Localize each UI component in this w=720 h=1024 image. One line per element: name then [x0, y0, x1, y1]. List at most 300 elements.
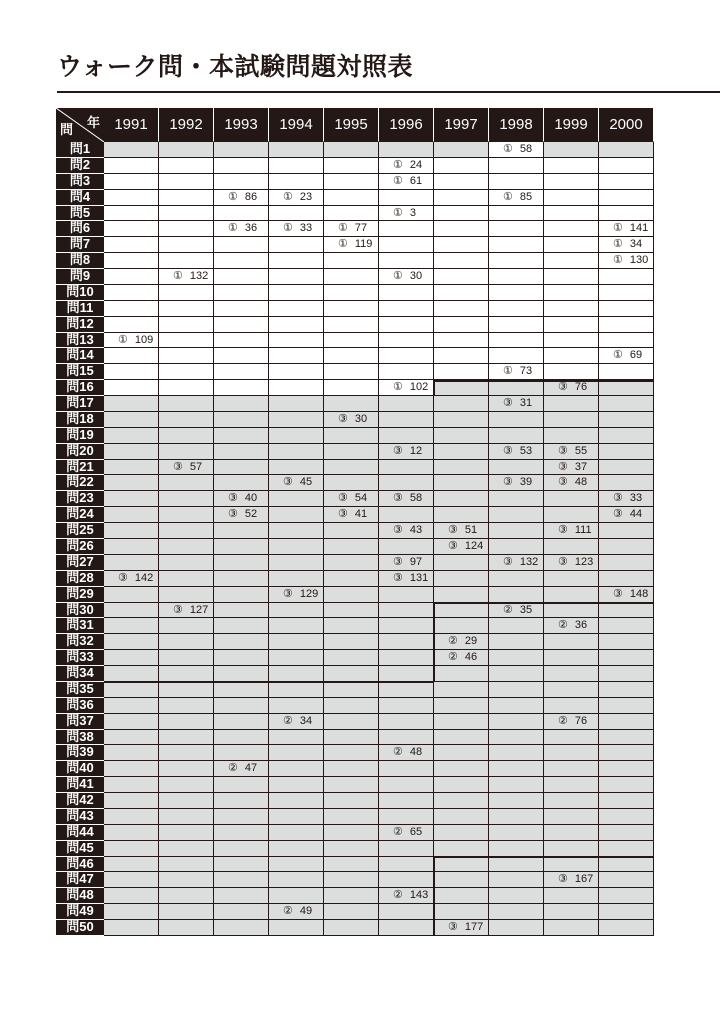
table-cell: [379, 221, 434, 237]
table-cell: [269, 428, 324, 444]
table-cell: [544, 444, 599, 460]
page-number: 49: [299, 905, 313, 918]
table-cell: [159, 317, 214, 333]
area-mark: ③: [173, 460, 183, 473]
table-cell: [159, 523, 214, 539]
table-cell: [379, 825, 434, 841]
table-cell: [489, 666, 544, 682]
table-cell: [159, 634, 214, 650]
page-number: 148: [629, 587, 649, 600]
area-mark: ②: [228, 762, 238, 775]
table-cell: [379, 190, 434, 206]
table-cell: [214, 253, 269, 269]
page-number: 97: [409, 555, 423, 568]
year-header: 1991: [104, 108, 159, 142]
table-cell: [599, 730, 654, 746]
table-cell: [214, 364, 269, 380]
row-header: 問9: [56, 269, 104, 285]
table-cell: [599, 634, 654, 650]
table-cell: [159, 587, 214, 603]
table-cell: [104, 174, 159, 190]
table-cell: [159, 237, 214, 253]
table-cell: [324, 666, 379, 682]
table-cell: [599, 174, 654, 190]
row-header: 問10: [56, 285, 104, 301]
table-cell: [434, 587, 489, 603]
table-cell: [324, 587, 379, 603]
table-cell: [269, 793, 324, 809]
table-cell: [159, 333, 214, 349]
page-number: 77: [354, 222, 368, 235]
table-cell: [104, 523, 159, 539]
table-cell: [599, 158, 654, 174]
table-cell: [434, 221, 489, 237]
table-cell: [599, 190, 654, 206]
table-cell: [489, 237, 544, 253]
table-cell: [489, 221, 544, 237]
table-cell: [489, 793, 544, 809]
table-cell: [489, 333, 544, 349]
table-cell: [324, 364, 379, 380]
table-cell: [599, 348, 654, 364]
row-header: 問2: [56, 158, 104, 174]
area-mark: ①: [283, 222, 293, 235]
table-cell: [324, 523, 379, 539]
table-cell: [379, 666, 434, 682]
section-border: [433, 857, 435, 936]
table-cell: [214, 396, 269, 412]
table-cell: [434, 730, 489, 746]
table-cell: [434, 190, 489, 206]
table-cell: [489, 507, 544, 523]
table-cell: [214, 682, 269, 698]
table-cell: [544, 698, 599, 714]
table-cell: [434, 317, 489, 333]
year-header: 1996: [379, 108, 434, 142]
table-cell: [434, 142, 489, 158]
table-cell: [379, 698, 434, 714]
area-mark: ③: [393, 524, 403, 537]
table-cell: [379, 777, 434, 793]
table-cell: [379, 571, 434, 587]
page-number: 143: [409, 889, 429, 902]
table-cell: [159, 348, 214, 364]
table-cell: [324, 221, 379, 237]
table-cell: [489, 269, 544, 285]
area-mark: ①: [283, 190, 293, 203]
table-cell: [544, 666, 599, 682]
table-cell: [434, 348, 489, 364]
table-cell: [434, 650, 489, 666]
row-header: 問49: [56, 904, 104, 920]
table-cell: [434, 809, 489, 825]
table-cell: [104, 269, 159, 285]
row-header: 問12: [56, 317, 104, 333]
table-cell: [489, 825, 544, 841]
table-cell: [269, 348, 324, 364]
row-header: 問11: [56, 301, 104, 317]
table-cell: [159, 761, 214, 777]
table-cell: [159, 285, 214, 301]
table-cell: [544, 364, 599, 380]
row-header: 問31: [56, 618, 104, 634]
table-cell: [599, 396, 654, 412]
table-cell: [214, 317, 269, 333]
table-cell: [269, 475, 324, 491]
area-mark: ①: [228, 222, 238, 235]
table-cell: [324, 174, 379, 190]
table-cell: [379, 444, 434, 460]
area-mark: ①: [393, 381, 403, 394]
table-cell: [269, 825, 324, 841]
table-cell: [324, 857, 379, 873]
table-cell: [379, 475, 434, 491]
page-number: 76: [574, 381, 588, 394]
table-cell: [434, 571, 489, 587]
table-cell: [599, 920, 654, 936]
table-cell: [324, 317, 379, 333]
page-number: 167: [574, 873, 594, 886]
table-cell: [269, 650, 324, 666]
table-cell: [214, 475, 269, 491]
table-cell: [489, 872, 544, 888]
table-cell: [214, 587, 269, 603]
table-cell: [269, 618, 324, 634]
corner-header: [56, 108, 104, 142]
table-cell: [104, 253, 159, 269]
table-cell: [214, 539, 269, 555]
table-cell: [544, 634, 599, 650]
row-header: 問22: [56, 475, 104, 491]
table-cell: [379, 603, 434, 619]
table-cell: [159, 444, 214, 460]
table-cell: [104, 412, 159, 428]
page-number: 129: [299, 587, 319, 600]
table-cell: [324, 650, 379, 666]
table-cell: [489, 682, 544, 698]
table-cell: [269, 460, 324, 476]
table-cell: [269, 745, 324, 761]
table-cell: [269, 857, 324, 873]
page-number: 44: [629, 508, 643, 521]
table-cell: [434, 206, 489, 222]
area-mark: ③: [558, 524, 568, 537]
table-cell: [269, 714, 324, 730]
area-mark: ③: [173, 603, 183, 616]
row-header: 問18: [56, 412, 104, 428]
table-cell: [489, 364, 544, 380]
table-cell: [324, 348, 379, 364]
page-number: 3: [409, 206, 416, 219]
table-cell: [104, 793, 159, 809]
table-cell: [544, 825, 599, 841]
table-cell: [269, 380, 324, 396]
table-cell: [434, 269, 489, 285]
table-cell: [544, 412, 599, 428]
page-number: 53: [519, 444, 533, 457]
table-cell: [544, 348, 599, 364]
table-cell: [324, 777, 379, 793]
table-cell: [269, 666, 324, 682]
table-cell: [104, 555, 159, 571]
table-cell: [434, 603, 489, 619]
table-cell: [544, 523, 599, 539]
table-cell: [599, 857, 654, 873]
table-cell: [544, 904, 599, 920]
table-cell: [544, 460, 599, 476]
area-mark: ③: [448, 540, 458, 552]
table-cell: [324, 206, 379, 222]
page-number: 48: [409, 746, 423, 759]
year-header: 1992: [159, 108, 214, 142]
row-header: 問27: [56, 555, 104, 571]
table-cell: [269, 253, 324, 269]
table-cell: [104, 237, 159, 253]
year-header: 2000: [599, 108, 654, 142]
area-mark: ③: [338, 412, 348, 425]
year-header: 1997: [434, 108, 489, 142]
table-cell: [379, 809, 434, 825]
area-mark: ③: [283, 476, 293, 489]
row-header: 問38: [56, 730, 104, 746]
table-cell: [599, 221, 654, 237]
page-number: 34: [629, 238, 643, 251]
row-header: 問8: [56, 253, 104, 269]
table-cell: [214, 888, 269, 904]
table-cell: [379, 539, 434, 555]
row-header: 問39: [56, 745, 104, 761]
table-cell: [434, 682, 489, 698]
table-cell: [104, 698, 159, 714]
table-cell: [324, 571, 379, 587]
year-header: 1995: [324, 108, 379, 142]
section-border: [433, 603, 435, 682]
table-cell: [379, 206, 434, 222]
table-cell: [599, 317, 654, 333]
table-cell: [324, 285, 379, 301]
table-cell: [324, 507, 379, 523]
table-cell: [269, 444, 324, 460]
table-cell: [269, 523, 324, 539]
area-mark: ①: [338, 238, 348, 251]
table-cell: [159, 380, 214, 396]
table-cell: [159, 460, 214, 476]
table-cell: [599, 333, 654, 349]
table-cell: [324, 809, 379, 825]
section-border: [434, 603, 654, 605]
table-cell: [599, 555, 654, 571]
area-mark: ③: [393, 571, 403, 584]
row-header: 問32: [56, 634, 104, 650]
table-cell: [544, 507, 599, 523]
area-mark: ③: [393, 444, 403, 457]
table-cell: [159, 872, 214, 888]
table-cell: [599, 460, 654, 476]
table-cell: [489, 809, 544, 825]
page-number: 58: [409, 492, 423, 505]
page-number: 85: [519, 190, 533, 203]
table-cell: [544, 857, 599, 873]
row-header: 問35: [56, 682, 104, 698]
table-cell: [434, 841, 489, 857]
page-number: 124: [464, 540, 484, 552]
table-cell: [104, 904, 159, 920]
table-cell: [489, 301, 544, 317]
page-number: 69: [629, 349, 643, 362]
table-cell: [544, 237, 599, 253]
table-cell: [489, 857, 544, 873]
table-cell: [599, 301, 654, 317]
area-mark: ③: [558, 555, 568, 568]
table-cell: [379, 634, 434, 650]
row-header: 問26: [56, 539, 104, 555]
table-cell: [269, 872, 324, 888]
table-cell: [599, 777, 654, 793]
table-cell: [269, 888, 324, 904]
row-header: 問45: [56, 841, 104, 857]
area-mark: ③: [613, 508, 623, 521]
page-number: 54: [354, 492, 368, 505]
table-cell: [159, 618, 214, 634]
table-cell: [489, 714, 544, 730]
table-cell: [214, 190, 269, 206]
table-cell: [324, 555, 379, 571]
table-cell: [379, 872, 434, 888]
table-cell: [489, 523, 544, 539]
table-cell: [434, 761, 489, 777]
table-cell: [159, 396, 214, 412]
table-cell: [489, 460, 544, 476]
table-cell: [599, 269, 654, 285]
area-mark: ③: [393, 555, 403, 568]
table-cell: [214, 841, 269, 857]
table-cell: [214, 333, 269, 349]
table-cell: [324, 761, 379, 777]
table-cell: [269, 301, 324, 317]
table-cell: [214, 603, 269, 619]
row-header: 問7: [56, 237, 104, 253]
table-cell: [214, 428, 269, 444]
table-cell: [544, 174, 599, 190]
table-cell: [104, 507, 159, 523]
table-cell: [489, 698, 544, 714]
table-cell: [544, 491, 599, 507]
comparison-table: [56, 108, 653, 936]
table-cell: [214, 380, 269, 396]
table-cell: [599, 491, 654, 507]
table-cell: [379, 237, 434, 253]
table-cell: [214, 634, 269, 650]
area-mark: ②: [393, 889, 403, 902]
table-cell: [104, 491, 159, 507]
table-cell: [214, 650, 269, 666]
table-cell: [214, 507, 269, 523]
table-cell: [324, 460, 379, 476]
area-mark: ③: [338, 492, 348, 505]
table-cell: [434, 888, 489, 904]
row-header: 問33: [56, 650, 104, 666]
area-mark: ②: [503, 603, 513, 616]
table-cell: [104, 872, 159, 888]
table-cell: [599, 206, 654, 222]
table-cell: [104, 730, 159, 746]
table-cell: [104, 428, 159, 444]
table-cell: [159, 714, 214, 730]
table-cell: [434, 825, 489, 841]
table-cell: [324, 301, 379, 317]
table-cell: [269, 333, 324, 349]
table-cell: [599, 603, 654, 619]
page-number: 37: [574, 460, 588, 473]
page-number: 36: [574, 619, 588, 632]
table-cell: [269, 904, 324, 920]
table-cell: [434, 285, 489, 301]
page-number: 131: [409, 571, 429, 584]
table-cell: [599, 539, 654, 555]
page-number: 61: [409, 174, 423, 187]
table-cell: [104, 841, 159, 857]
area-mark: ①: [613, 349, 623, 362]
table-cell: [159, 777, 214, 793]
table-cell: [489, 745, 544, 761]
row-header: 問41: [56, 777, 104, 793]
table-cell: [544, 587, 599, 603]
page-title: ウォーク問・本試験問題対照表: [57, 52, 414, 81]
year-header: 1993: [214, 108, 269, 142]
table-cell: [599, 761, 654, 777]
row-header: 問6: [56, 221, 104, 237]
table-cell: [269, 698, 324, 714]
page-number: 33: [299, 222, 313, 235]
table-cell: [489, 380, 544, 396]
table-cell: [544, 333, 599, 349]
area-mark: ①: [393, 174, 403, 187]
table-cell: [214, 761, 269, 777]
table-cell: [214, 730, 269, 746]
area-mark: ③: [448, 921, 458, 934]
page-number: 130: [629, 254, 649, 267]
table-cell: [269, 364, 324, 380]
row-header: 問43: [56, 809, 104, 825]
corner-year-label: 年: [86, 116, 100, 131]
table-cell: [379, 857, 434, 873]
area-mark: ③: [228, 508, 238, 521]
row-header: 問4: [56, 190, 104, 206]
page-number: 39: [519, 476, 533, 489]
table-cell: [104, 221, 159, 237]
table-cell: [104, 158, 159, 174]
table-cell: [379, 460, 434, 476]
table-cell: [544, 682, 599, 698]
table-cell: [104, 650, 159, 666]
page-number: 123: [574, 555, 594, 568]
area-mark: ①: [613, 222, 623, 235]
area-mark: ①: [613, 238, 623, 251]
table-cell: [599, 237, 654, 253]
table-cell: [544, 301, 599, 317]
row-header: 問14: [56, 348, 104, 364]
page-number: 111: [574, 524, 592, 537]
table-cell: [544, 142, 599, 158]
table-cell: [269, 920, 324, 936]
area-mark: ①: [613, 254, 623, 267]
table-cell: [159, 158, 214, 174]
table-cell: [104, 745, 159, 761]
table-cell: [269, 682, 324, 698]
table-cell: [434, 523, 489, 539]
table-cell: [159, 428, 214, 444]
table-cell: [324, 730, 379, 746]
